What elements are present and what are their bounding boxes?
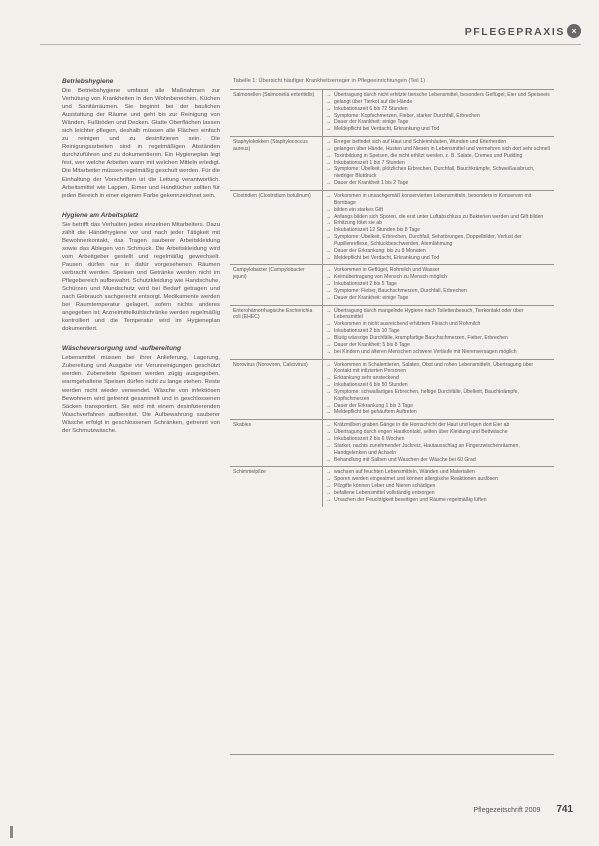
table-row — [230, 305, 554, 359]
detail-item: → gelangen über Hände, Husten und Niesen in Lebensmittel und vermehren sich dort sehr schnell — [326, 146, 551, 153]
detail-item: → Blutig wässrige Durchfälle, krampfartige Bauchschmerzen, Fieber, Erbrechen — [326, 335, 551, 342]
detail-list — [326, 193, 551, 261]
table-row — [230, 420, 554, 467]
detail-item: → Inkubationszeit 1 bis 7 Stunden — [326, 160, 551, 167]
detail-item: → bei Kindern und älteren Menschen schwere Verläufe mit Nierenversagen möglich — [326, 349, 551, 356]
section-betriebshygiene — [62, 78, 220, 200]
detail-item: → wachsen auf feuchten Lebensmitteln, Wänden und Materialien — [326, 469, 551, 476]
pathogen-details — [323, 305, 555, 359]
detail-item: → Symptome: Übelkeit, plötzliches Erbrechen, Durchfall, Bauchkrämpfe, Schweißausbruch, niedriger Blutdruck — [326, 166, 551, 180]
detail-item: → Übertragung durch nicht erhitzte tierische Lebensmittel, besonders Geflügel, Eier und Speiseeis — [326, 92, 551, 99]
detail-item: → Meldepflicht bei gehäuftem Auftreten — [326, 409, 551, 416]
body-text-column — [62, 78, 220, 447]
detail-item: → Vorkommen in Geflügel, Rohmilch und Wasser — [326, 267, 551, 274]
close-circle-icon: × — [567, 24, 581, 38]
pathogen-details — [323, 90, 555, 137]
detail-list — [326, 422, 551, 463]
detail-item: → Inkubationszeit 12 Stunden bis 8 Tage — [326, 227, 551, 234]
detail-item: → Symptome: Kopfschmerzen, Fieber, starker Durchfall, Erbrechen — [326, 113, 551, 120]
detail-item: → Übertragung durch mangelnde Hygiene nach Toilettenbesuch, Tierkontakt oder über Lebensmittel — [326, 308, 551, 322]
detail-item: → Toxinbildung in Speisen, die nicht erhitzt werden, z. B. Salate, Cremes und Pudding — [326, 153, 551, 160]
detail-item: → Inkubationszeit 2 bis 10 Tage — [326, 328, 551, 335]
detail-item: → Meldepflicht bei Verdacht, Erkrankung und Tod — [326, 255, 551, 262]
detail-item: → bilden ein starkes Gift — [326, 207, 551, 214]
pathogen-details — [323, 420, 555, 467]
detail-item: → befallene Lebensmittel vollständig entsorgen — [326, 490, 551, 497]
header-divider — [40, 44, 581, 45]
detail-item: → Inkubationszeit 2 bis 5 Tage — [326, 281, 551, 288]
detail-list — [326, 308, 551, 356]
pathogen-table — [230, 89, 554, 507]
pathogen-details — [323, 467, 555, 507]
table-row — [230, 90, 554, 137]
section-paragraph: Lebensmittel müssen bei ihrer Anlieferung, Lagerung, Zubereitung und Ausgabe vor Verunreinigungen geschützt werden. Zubereitete Speisen werden zügig ausgegeben, warmgehaltene Speisen dürfen nicht zu lange stehen. Reste werden nicht wieder verwendet. Wäsche von infektiösen Bewohnern wird getrennt gesammelt und in geschlossenen Säcken transportiert. Sie wird mit einem desinfizierenden Waschverfahren aufbereitet. Die Aufbewahrung sauberer Wäsche erfolgt in geschlossenen Schränken, getrennt von der Schmutzwäsche. — [62, 355, 220, 434]
detail-item: → Krätzmilben graben Gänge in die Hornschicht der Haut und legen dort Eier ab — [326, 422, 551, 429]
detail-item: → gelangt über Tierkot auf die Hände — [326, 99, 551, 106]
detail-item: → Inkubationszeit 6 bis 50 Stunden — [326, 382, 551, 389]
detail-item: → Sporen werden eingeatmet und können allergische Reaktionen auslösen — [326, 476, 551, 483]
section-heading: Hygiene am Arbeitsplatz — [62, 211, 139, 219]
pathogen-details — [323, 265, 555, 305]
page-number: 741 — [556, 804, 573, 815]
detail-item: → Ursachen der Feuchtigkeit beseitigen und Räume regelmäßig lüften — [326, 497, 551, 504]
section-paragraph: Die Betriebshygiene umfasst alle Maßnahmen zur Verhütung von Krankheiten in den Wohnbereichen, Küchen und Sanitärräumen. Sie beginnt bei der baulichen Ausstattung der Räume und geht bis zur Reinigung von Wänden, Fußböden und Decken. Glatte Oberflächen lassen sich leichter pflegen, deshalb müssen alle Flächen einfach zu reinigen und zu desinfizieren sein. Die Reinigungsarbeiten sind in regelmäßigen Abständen durchzuführen und zu dokumentieren. Ein Hygieneplan legt fest, wer welche Arbeiten wann mit welchen Mitteln erledigt. Die Mitarbeiter müssen regelmäßig geschult werden. Für die Einhaltung der Vorschriften ist die Leitung verantwortlich. Arbeitsmittel wie Lappen, Eimer und Handtücher sollten für jeden Bereich in einer eigenen Farbe gekennzeichnet sein. — [62, 88, 220, 199]
detail-list — [326, 469, 551, 503]
pathogen-name: Schimmelpilze — [230, 467, 323, 507]
detail-item: → Symptome: Übelkeit, Erbrechen, Durchfall, Sehstörungen, Doppelbilder, Verlust der Pupillenreflexe, Schluckbeschwerden, Atemlähmung — [326, 234, 551, 248]
section-paragraph: Sie betrifft das Verhalten jedes einzelnen Mitarbeiters. Dazu zählt die Händehygiene vor und nach jeder Tätigkeit mit Bewohnerkontakt, das Tragen sauberer Arbeitskleidung sowie das Ablegen von Schmuck. Die Arbeitskleidung wird vom Arbeitgeber gestellt und regelmäßig gewechselt. Pausen dürfen nur in dafür vorgesehenen Räumen verbracht werden. Speisen und Getränke werden nicht im Pflegebereich aufbewahrt. Schutzkleidung wie Handschuhe, Schürzen und Mundschutz wird bei Bedarf getragen und nach Gebrauch sachgerecht entsorgt. Medikamente werden bei Raumtemperatur gelagert, sofern nichts anderes angegeben ist; Arzneimittelkühlschränke werden regelmäßig kontrolliert und die Temperatur wird im Hygieneplan dokumentiert. — [62, 221, 220, 333]
detail-item: → Meldepflicht bei Verdacht, Erkrankung und Tod — [326, 126, 551, 133]
table-row — [230, 137, 554, 191]
pathogen-name: Skabies — [230, 420, 323, 467]
pathogen-name: Norovirus (Noroviren, Calicivirus) — [230, 359, 323, 420]
detail-item: → Dauer der Krankheit 1 bis 2 Tage — [326, 180, 551, 187]
pathogen-name: Clostridien (Clostridium botulinum) — [230, 190, 323, 264]
table-row — [230, 265, 554, 305]
detail-item: → Erkrankung sehr ansteckend — [326, 375, 551, 382]
detail-item: → Keimübertragung von Mensch zu Mensch möglich — [326, 274, 551, 281]
detail-item: → Dauer der Krankheit: einige Tage — [326, 119, 551, 126]
detail-item: → Behandlung mit Salben und Waschen der Wäsche bei 60 Grad — [326, 457, 551, 464]
pathogen-name: Enterohämorrhagische Escherichia coli (EHEC) — [230, 305, 323, 359]
section-heading: Wäscheversorgung und -aufbereitung — [62, 345, 182, 353]
detail-item: → Vorkommen in nicht ausreichend erhitztem Fleisch und Rohmilch — [326, 321, 551, 328]
table-caption: Tabelle 1: Übersicht häufiger Krankheitserreger in Pflegeeinrichtungen (Teil 1) — [233, 78, 426, 84]
detail-item: → Erreger befindet sich auf Haut und Schleimhäuten, Wunden und Eiterherden — [326, 139, 551, 146]
pathogen-details — [323, 137, 555, 191]
section-waescheversorgung — [62, 345, 220, 434]
running-header-title: PFLEGEPRAXIS — [464, 26, 565, 38]
page-footer — [473, 804, 573, 815]
detail-list — [326, 92, 551, 133]
pathogen-details — [323, 359, 555, 420]
detail-list — [326, 362, 551, 417]
detail-item: → Erhitzung tötet sie ab — [326, 220, 551, 227]
detail-item: → Symptome: Fieber, Bauchschmerzen, Durchfall, Erbrechen — [326, 288, 551, 295]
detail-item: → Dauer der Krankheit: 5 bis 8 Tage — [326, 342, 551, 349]
detail-list — [326, 139, 551, 187]
table-row — [230, 467, 554, 507]
detail-item: → Inkubationszeit 6 bis 72 Stunden — [326, 106, 551, 113]
detail-item: → Inkubationszeit 2 bis 6 Wochen — [326, 436, 551, 443]
detail-item: → Dauer der Erkrankung 1 bis 3 Tage — [326, 403, 551, 410]
section-heading: Betriebshygiene — [62, 78, 114, 85]
detail-item: → Dauer der Erkrankung: bis zu 8 Monaten — [326, 248, 551, 255]
detail-item: → Übertragung durch engen Hautkontakt, selten über Kleidung und Bettwäsche — [326, 429, 551, 436]
detail-item: → Vorkommen in Schalentieren, Salaten, Obst und rohen Lebensmitteln, Übertragung über Kontakt mit infizierten Personen — [326, 362, 551, 376]
detail-list — [326, 267, 551, 301]
detail-item: → Symptome: schwallartiges Erbrechen, heftige Durchfälle, Übelkeit, Bauchkrämpfe, Kopfschmerzen — [326, 389, 551, 403]
section-hygiene-arbeitsplatz — [62, 212, 220, 334]
detail-item: → Anfangs bilden sich Sporen, die erst unter Luftabschluss zu Bakterien werden und Gift bilden — [326, 214, 551, 221]
table-row — [230, 359, 554, 420]
pathogen-name: Campylobacter (Campylobacter jejuni) — [230, 265, 323, 305]
detail-item: → Starker, nachts zunehmender Juckreiz, Hautausschlag an Fingerzwischenräumen, Handgelenken und Achseln — [326, 443, 551, 457]
detail-item: → Dauer der Krankheit: einige Tage — [326, 295, 551, 302]
pathogen-name: Staphylokokken (Staphylococcus aureus) — [230, 137, 323, 191]
margin-mark — [10, 826, 13, 838]
table-bottom-rule — [230, 754, 554, 755]
detail-item: → Vorkommen in unsachgemäß konservierten Lebensmitteln, besonders in Konserven mit Bombage — [326, 193, 551, 207]
pathogen-details — [323, 190, 555, 264]
detail-item: → Pilzgifte können Leber und Nieren schädigen — [326, 483, 551, 490]
footer-journal: Pflegezeitschrift 2009 — [473, 807, 541, 814]
pathogen-name: Salmonellen (Salmonella enteritidis) — [230, 90, 323, 137]
table-row — [230, 190, 554, 264]
